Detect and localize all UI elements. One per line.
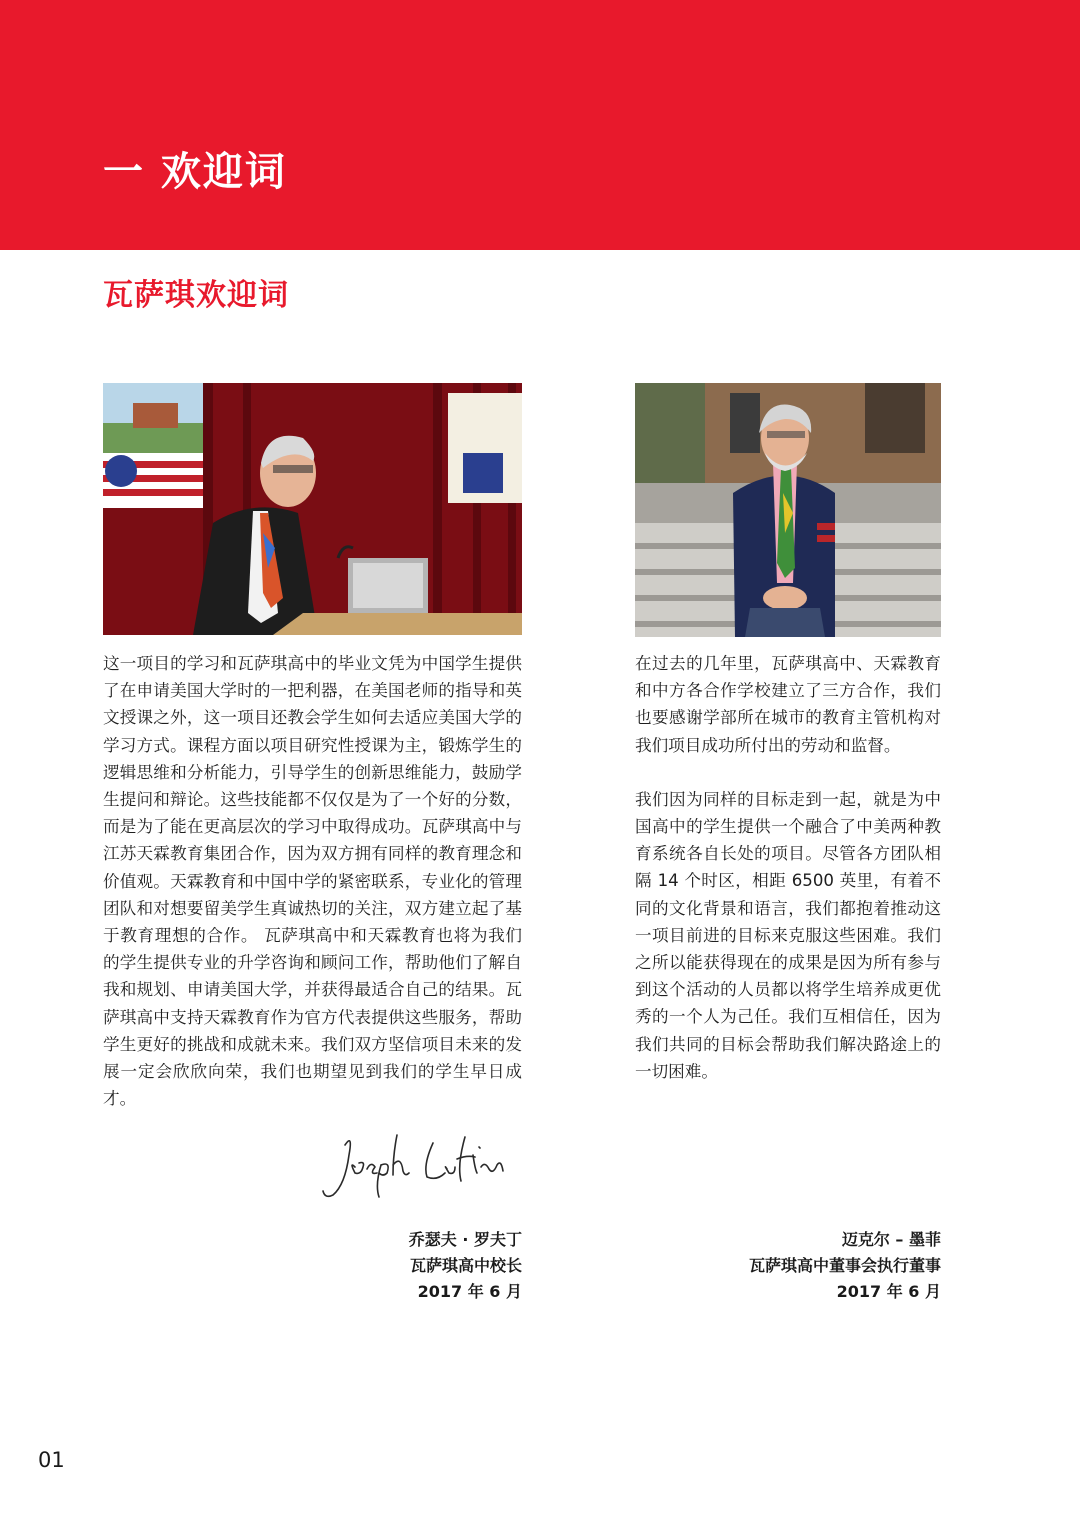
speaker-at-podium-image [103,383,522,635]
welcome-text-right [635,650,941,1112]
signer-name: 乔瑟夫 · 罗夫丁 [408,1230,522,1249]
section-subtitle: 瓦萨琪欢迎词 [103,278,289,313]
signer-title: 瓦萨琪高中校长 [409,1256,522,1275]
signer-name: 迈克尔 – 墨菲 [841,1230,941,1249]
handwritten-signature [305,1125,520,1210]
welcome-paragraph-right-2: 我们因为同样的目标走到一起，就是为中国高中的学生提供一个融合了中美两种教育系统各自长处的项目。尽管各方团队相隔 14 个时区，相距 6500 英里，有着不同的文化背景和语言，我们都抱着推动这一项目前进的目标来克服这些困难。我们之所以能获得现在的成果是因为所有参与到这个活动的人员都以将学生培养成更优秀的一个人为己任。我们互相信任，因为我们共同的目标会帮助我们解决路途上的一切困难。 [635,789,941,1081]
page-number: 01 [38,1448,65,1472]
header-banner [0,0,1080,250]
page-title: 一 欢迎词 [103,149,287,195]
man-on-steps-image [635,383,941,637]
signer-block-right [749,1227,941,1305]
signer-block-left [409,1227,522,1305]
welcome-paragraph-right-1: 在过去的几年里，瓦萨琪高中、天霖教育和中方各合作学校建立了三方合作，我们也要感谢学部所在城市的教育主管机构对我们项目成功所付出的劳动和监督。 [635,654,941,755]
signer-date: 2017 年 6 月 [417,1282,522,1301]
director-photo [635,383,941,637]
signer-title: 瓦萨琪高中董事会执行董事 [748,1256,941,1275]
signer-date: 2017 年 6 月 [836,1282,941,1301]
welcome-paragraph-left: 这一项目的学习和瓦萨琪高中的毕业文凭为中国学生提供了在申请美国大学时的一把利器，在美国老师的指导和英文授课之外，这一项目还教会学生如何去适应美国大学的学习方式。课程方面以项目研究性授课为主，锻炼学生的逻辑思维和分析能力，引导学生的创新思维能力，鼓励学生提问和辩论。这些技能都不仅仅是为了一个好的分数，而是为了能在更高层次的学习中取得成功。瓦萨琪高中与江苏天霖教育集团合作，因为双方拥有同样的教育理念和价值观。天霖教育和中国中学的紧密联系，专业化的管理团队和对想要留美学生真诚热切的关注，双方建立起了基于教育理想的合作。 瓦萨琪高中和天霖教育也将为我们的学生提供专业的升学咨询和顾问工作，帮助他们了解自我和规划、申请美国大学，并获得最适合自己的结果。瓦萨琪高中支持天霖教育作为官方代表提供这些服务，帮助学生更好的挑战和成就未来。我们双方坚信项目未来的发展一定会欣欣向荣，我们也期望见到我们的学生早日成才。 [103,654,522,1109]
signature-image [305,1125,520,1210]
speaker-photo [103,383,522,635]
